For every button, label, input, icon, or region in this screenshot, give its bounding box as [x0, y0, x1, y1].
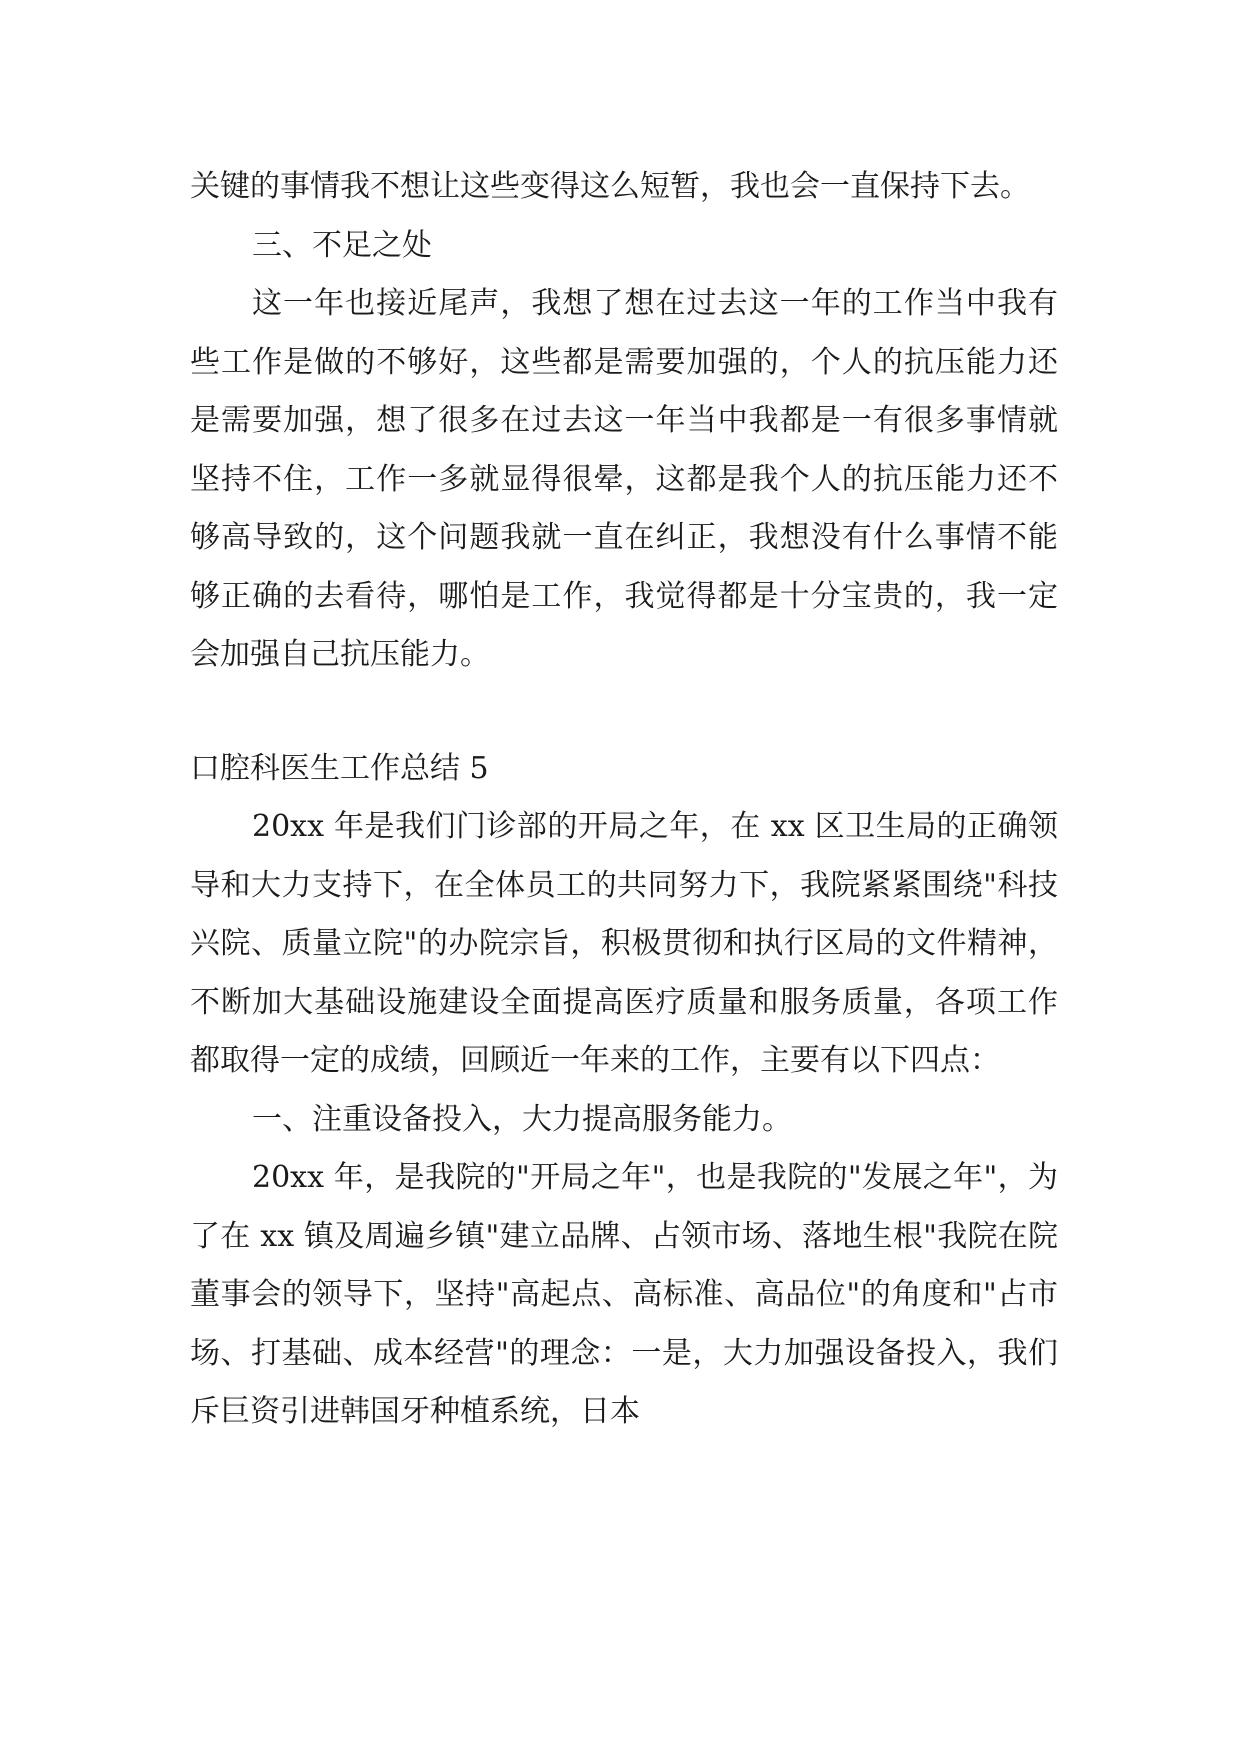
paragraph-intro: 20xx 年是我们门诊部的开局之年，在 xx 区卫生局的正确领导和大力支持下，在全体员工的共同努力下，我院紧紧围绕"科技兴院、质量立院"的办院宗旨，积极贯彻和执行区局的文件精神，不断加大基础设施建设全面提高医疗质量和服务质量，各项工作都取得一定的成绩，回顾近一年来的工作，主要有以下四点：: [190, 809, 1058, 1078]
section-title: 口腔科医生工作总结 5: [190, 750, 489, 786]
paragraph-equipment: 20xx 年，是我院的"开局之年"，也是我院的"发展之年"，为了在 xx 镇及周遍乡镇"建立品牌、占领市场、落地生根"我院在院董事会的领导下，坚持"高起点、高标准、高品位"的角度和"占市场、打基础、成本经营"的理念：一是，大力加强设备投入，我们斥巨资引进韩国牙种植系统，日本: [190, 1160, 1058, 1429]
heading-equipment: 一、注重设备投入，大力提高服务能力。: [252, 1101, 792, 1137]
heading-shortcomings: 三、不足之处: [252, 227, 432, 263]
paragraph-shortcomings: 这一年也接近尾声，我想了想在过去这一年的工作当中我有些工作是做的不够好，这些都是需要加强的，个人的抗压能力还是需要加强，想了很多在过去这一年当中我都是一有很多事情就坚持不住，工作一多就显得很晕，这都是我个人的抗压能力还不够高导致的，这个问题我就一直在纠正，我想没有什么事情不能够正确的去看待，哪怕是工作，我觉得都是十分宝贵的，我一定会加强自己抗压能力。: [190, 286, 1058, 672]
paragraph-continuation: 关键的事情我不想让这些变得这么短暂，我也会一直保持下去。: [190, 169, 1030, 204]
document-body: [190, 158, 1058, 1442]
